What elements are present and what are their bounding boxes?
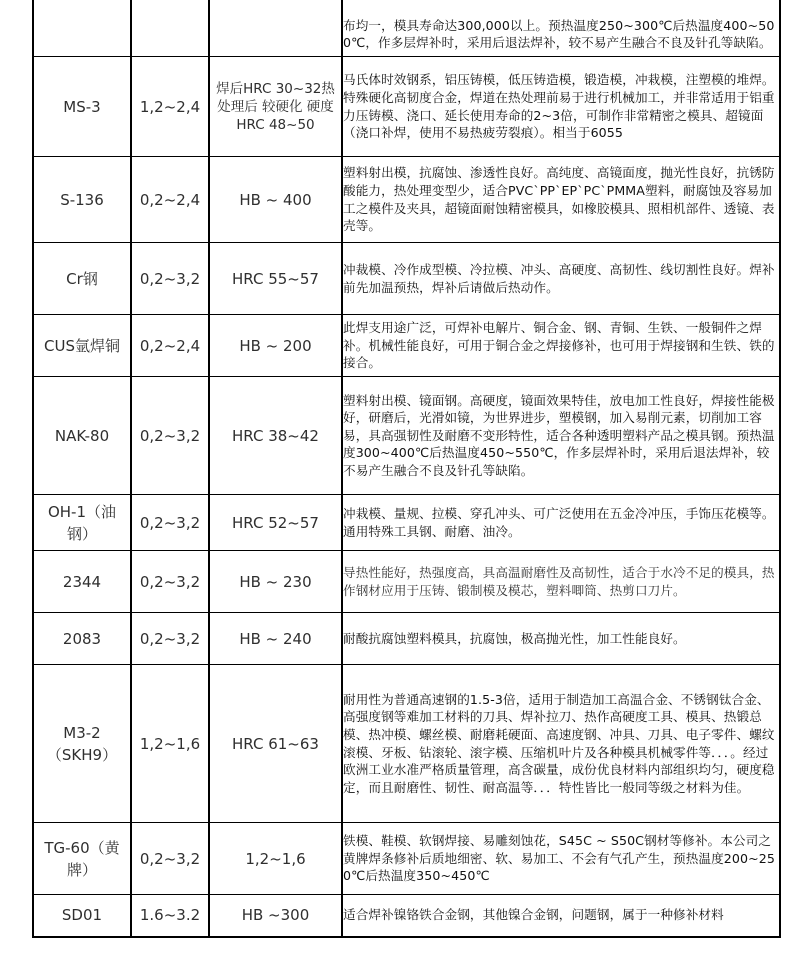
rod-name-cell: TG-60（黄牌）: [33, 823, 131, 895]
hardness-cell: HB ~ 200: [209, 315, 342, 377]
hardness-cell: HRC 52~57: [209, 495, 342, 551]
diameter-cell: 0,2~3,2: [131, 613, 209, 665]
welding-rod-spec-table: [32, 0, 781, 938]
rod-name-cell: MS-3: [33, 57, 131, 157]
table-row: [33, 0, 780, 57]
diameter-cell: 0,2~3,2: [131, 823, 209, 895]
diameter-cell: 1,2~1,6: [131, 665, 209, 823]
diameter-cell: 1.6~3.2: [131, 895, 209, 937]
table-row: [33, 613, 780, 665]
rod-name-cell: NAK-80: [33, 377, 131, 495]
table-row: [33, 551, 780, 613]
table-row: [33, 243, 780, 315]
table-row: [33, 495, 780, 551]
description-cell: 马氏体时效钢系，铝压铸模，低压铸造模，锻造模，冲栽模，注塑模的堆焊。特殊硬化高韧度合金，焊道在热处理前易于进行机械加工，并非常适用于铝重力压铸模、浇口、延长使用寿命的2~3倍，可制作非常精密之模具、超镜面（浇口补焊，使用不易热疲劳裂痕）。相当于6055: [342, 57, 780, 157]
hardness-cell: HRC 38~42: [209, 377, 342, 495]
description-cell: 此焊支用途广泛，可焊补电解片、铜合金、钢、青铜、生铁、一般铜件之焊补。机械性能良好，可用于铜合金之焊接修补，也可用于焊接钢和生铁、铁的接合。: [342, 315, 780, 377]
table-row: [33, 665, 780, 823]
hardness-cell: 焊后HRC 30~32热处理后 较硬化 硬度HRC 48~50: [209, 57, 342, 157]
table-row: [33, 823, 780, 895]
description-cell: 耐用性为普通高速钢的1.5-3倍，适用于制造加工高温合金、不锈钢钛合金、高强度钢等难加工材料的刀具、焊补拉刀、热作高硬度工具、模具、热锻总模、热冲模、螺丝模、耐磨耗硬面、高速度钢、冲具、刀具、电子零件、螺纹滚模、牙板、钻滚轮、滚字模、压缩机叶片及各种模具机械零件等．．．。经过欧洲工业水准严格质量管理，高含碳量，成份优良材料内部组织均匀，硬度稳定，而且耐磨性、韧性、耐高温等．．．特性皆比一般同等级之材料为佳。: [342, 665, 780, 823]
rod-name-cell: Cr钢: [33, 243, 131, 315]
diameter-cell: 0,2~3,2: [131, 495, 209, 551]
hardness-cell: HB ~ 240: [209, 613, 342, 665]
diameter-cell: 0,2~3,2: [131, 243, 209, 315]
description-cell: 铁模、鞋模、软钢焊接、易雕刻蚀花，S45C ~ S50C钢材等修补。本公司之黄牌焊条修补后质地细密、软、易加工、不会有气孔产生，预热温度200~250℃后热温度350~450℃: [342, 823, 780, 895]
description-cell: 适合焊补镍铬铁合金钢，其他镍合金钢，问题钢，属于一种修补材料: [342, 895, 780, 937]
rod-name-cell: SD01: [33, 895, 131, 937]
description-cell: 布均一，模具寿命达300,000以上。预热温度250~300℃后热温度400~500℃，作多层焊补时，采用后退法焊补，较不易产生融合不良及针孔等缺陷。: [342, 0, 780, 57]
hardness-cell: HB ~300: [209, 895, 342, 937]
rod-name-cell: M3-2（SKH9）: [33, 665, 131, 823]
rod-name-cell: 2344: [33, 551, 131, 613]
description-cell: 耐酸抗腐蚀塑料模具，抗腐蚀，极高抛光性，加工性能良好。: [342, 613, 780, 665]
description-cell: 冲栽模、量规、拉模、穿孔冲头、可广泛使用在五金冷冲压，手饰压花模等。通用特殊工具钢、耐磨、油冷。: [342, 495, 780, 551]
diameter-cell: 1,2~2,4: [131, 57, 209, 157]
description-cell: 导热性能好，热强度高，具高温耐磨性及高韧性，适合于水冷不足的模具，热作钢材应用于压铸、锻制模及模芯，塑料唧筒、热剪口刀片。: [342, 551, 780, 613]
description-cell: 塑料射出模、镜面钢。高硬度，镜面效果特佳，放电加工性良好，焊接性能极好，研磨后，光滑如镜，为世界进步，塑模钢，加入易削元素，切削加工容易，具高强韧性及耐磨不变形特性，适合各种透明塑料产品之模具钢。预热温度300~400℃后热温度450~550℃，作多层焊补时，采用后退法焊补，较不易产生融合不良及针孔等缺陷。: [342, 377, 780, 495]
rod-name-cell: [33, 0, 131, 57]
hardness-cell: HRC 61~63: [209, 665, 342, 823]
table-row: [33, 315, 780, 377]
hardness-cell: 1,2~1,6: [209, 823, 342, 895]
hardness-cell: [209, 0, 342, 57]
table-row: [33, 895, 780, 937]
table-row: [33, 377, 780, 495]
hardness-cell: HRC 55~57: [209, 243, 342, 315]
description-cell: 冲裁模、冷作成型模、冷拉模、冲头、高硬度、高韧性、线切割性良好。焊补前先加温预热，焊补后请做后热动作。: [342, 243, 780, 315]
diameter-cell: [131, 0, 209, 57]
diameter-cell: 0,2~3,2: [131, 377, 209, 495]
description-cell: 塑料射出模，抗腐蚀、渗透性良好。高纯度、高镜面度，抛光性良好，抗锈防酸能力，热处理变型少，适合PVC`PP`EP`PC`PMMA塑料，耐腐蚀及容易加工之模件及夹具，超镜面耐蚀精密模具，如橡胶模具、照相机部件、透镜、表壳等。: [342, 157, 780, 243]
hardness-cell: HB ~ 400: [209, 157, 342, 243]
diameter-cell: 0,2~2,4: [131, 157, 209, 243]
table-row: [33, 57, 780, 157]
diameter-cell: 0,2~2,4: [131, 315, 209, 377]
hardness-cell: HB ~ 230: [209, 551, 342, 613]
diameter-cell: 0,2~3,2: [131, 551, 209, 613]
table-row: [33, 157, 780, 243]
rod-name-cell: CUS氩焊铜: [33, 315, 131, 377]
rod-name-cell: 2083: [33, 613, 131, 665]
rod-name-cell: S-136: [33, 157, 131, 243]
rod-name-cell: OH-1（油钢）: [33, 495, 131, 551]
